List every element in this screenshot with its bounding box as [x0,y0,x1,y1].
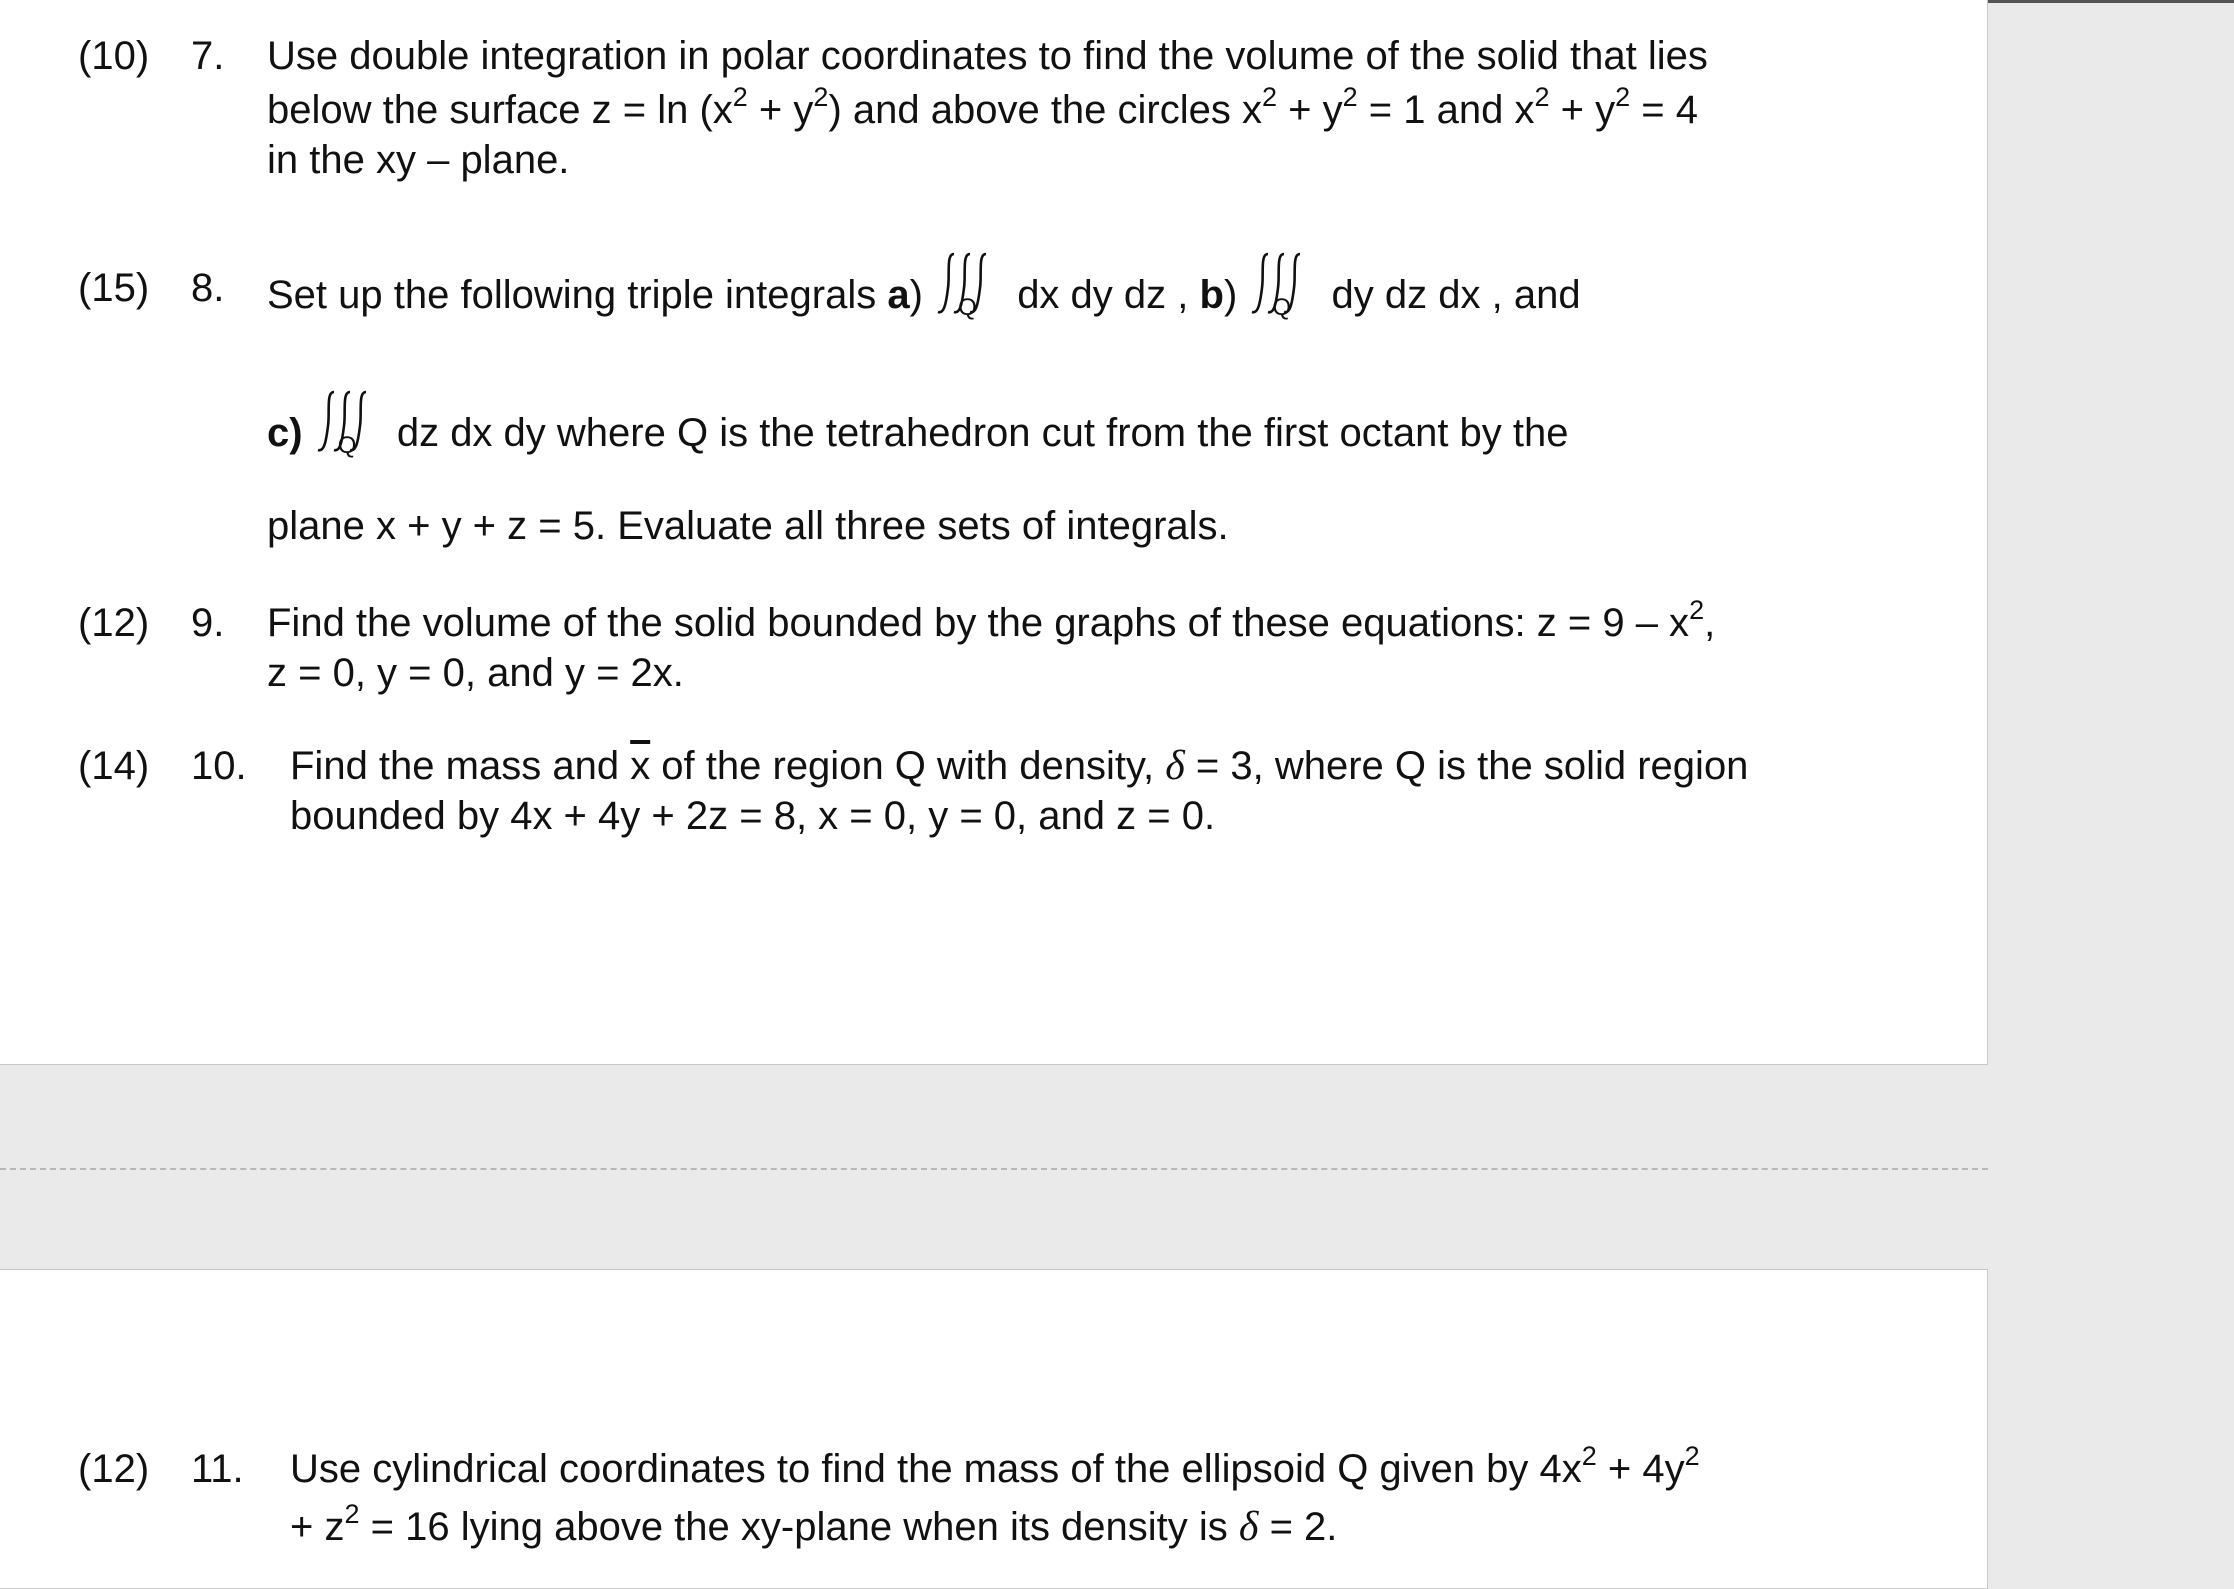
problem-text-line: Find the mass and $\overline{x}$ of the region Q with density, δ = 3, where Q is the solid region [290,743,1749,789]
problem-text-line: in the xy – plane. [267,138,570,182]
delta-symbol: δ [1238,1504,1259,1550]
problem-points: (12) [78,1447,150,1491]
page-divider [0,1168,1988,1170]
problem-9 [0,597,1960,707]
problem-text-line: below the surface $z = \ln (x^2 + y^2)$ and above the circles $x^2 + y^2 = 1$ and $x^2 + y^2 = 4$ [267,82,1698,132]
problem-text-line: Use cylindrical coordinates to find the mass of the ellipsoid Q given by $4x^2 + 4y^2$ [290,1441,1700,1491]
problem-text-line: plane x + y + z = 5. Evaluate all three sets of integrals. [267,504,1229,548]
problem-text-line: bounded by 4x + 4y + 2z = 8, x = 0, y = 0, and z = 0. [290,794,1216,838]
problem-text-line: Set up the following triple integrals a) Q dx dy dz , b) Q dy dz dx , and [267,262,1581,321]
page-2 [0,1269,1988,1589]
problem-number: 9. [191,601,225,645]
triple-integral-symbol [934,262,1006,321]
problem-text-line: Find the volume of the solid bounded by the graphs of these equations: $z = 9 - x^2$, [267,595,1716,645]
delta-symbol: δ [1165,743,1185,789]
problem-points: (14) [78,744,150,788]
integral-region-label: Q [1272,294,1292,321]
x-bar-symbol: $\overline{x}$ [630,744,651,788]
problem-points: (10) [78,34,150,78]
problem-10 [0,740,1960,850]
problem-number: 8. [191,266,225,310]
problem-number: 10. [191,744,247,788]
integral-region-label: Q [337,432,357,459]
problem-number: 11. [191,1447,244,1491]
problem-text-line: Use double integration in polar coordinates to find the volume of the solid that lies [267,34,1708,78]
problem-8 [0,262,1960,562]
problem-number: 7. [191,34,225,78]
problem-text-line: z = 0, y = 0, and y = 2x. [267,651,684,695]
problem-11 [0,1443,1960,1563]
problem-text-line: c) Q dz dx dy where Q is the tetrahedron cut from the first octant by the [267,400,1569,459]
problem-text-line: + $z^2 = 16$ lying above the xy-plane when its density is δ = 2. [290,1499,1338,1550]
problem-7 [0,30,1960,190]
problem-points: (15) [78,266,150,310]
problem-points: (12) [78,601,150,645]
triple-integral-symbol [314,400,386,459]
triple-integral-symbol [1248,262,1320,321]
integral-region-label: Q [958,294,977,321]
